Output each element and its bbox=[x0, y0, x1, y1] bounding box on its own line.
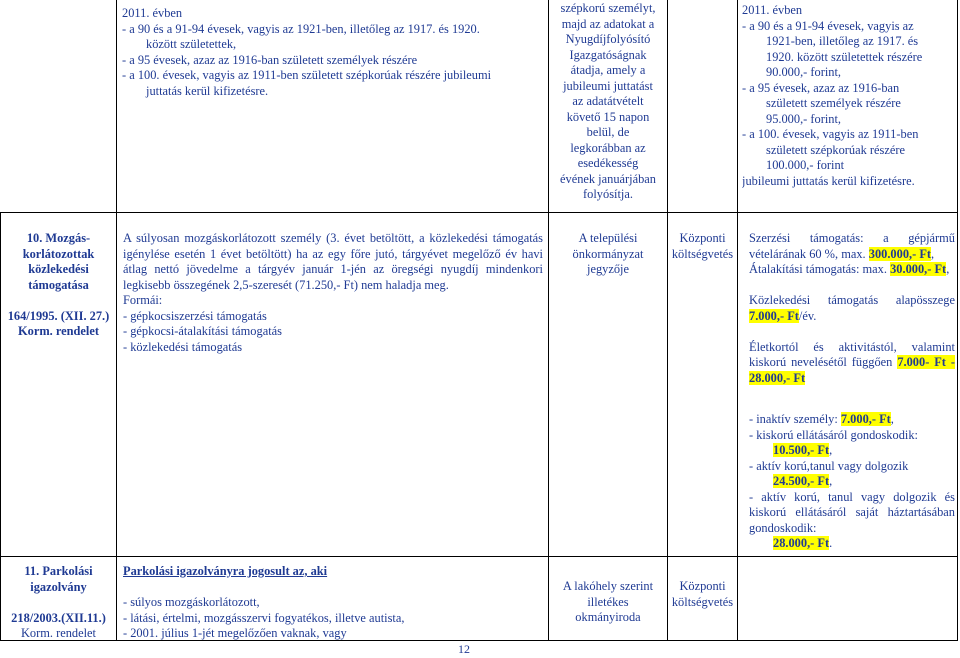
grid-line bbox=[116, 0, 117, 212]
text-line: - a 95 évesek, azaz az 1916-ban született személyek részére bbox=[122, 52, 418, 67]
text-line: 1920. között születettek részére bbox=[766, 49, 923, 64]
grid-line bbox=[737, 556, 738, 640]
grid-line bbox=[957, 0, 958, 212]
amount-highlight: 300.000,- Ft bbox=[868, 246, 932, 261]
text-span: /év. bbox=[798, 308, 817, 323]
text-line: született szépkorúak részére bbox=[766, 142, 905, 157]
text-line: 1921-ben, illetőleg az 1917. és bbox=[766, 34, 919, 48]
text-line: majd az adatokat a bbox=[561, 16, 655, 31]
law-reference: 164/1995. (XII. 27.) bbox=[7, 308, 110, 323]
list-item: - látási, értelmi, mozgásszervi fogyatékos, illetve autista, bbox=[123, 610, 405, 625]
row11-title bbox=[1, 564, 116, 642]
text-line: 100.000,- forint bbox=[766, 158, 845, 172]
text-line: 2011. évben bbox=[742, 3, 803, 17]
text-line: A lakóhely szerint bbox=[562, 579, 654, 593]
amount-highlight: 10.500,- Ft bbox=[773, 443, 830, 457]
text-line: legkorábban az bbox=[570, 140, 646, 155]
text-line: - a 90 és a 91-94 évesek, vagyis az bbox=[742, 18, 914, 33]
grid-line bbox=[957, 556, 958, 640]
text-line: esedékesség bbox=[577, 156, 639, 170]
list-item: - gépkocsi-átalakítási támogatás bbox=[123, 324, 282, 338]
text-line: - a 90 és a 91-94 évesek, vagyis az 1921-ben, illetőleg az 1917. és 1920. bbox=[122, 21, 480, 36]
row-separator bbox=[0, 556, 958, 557]
grid-line bbox=[667, 212, 668, 556]
amount-highlight: 7.000- Ft - 28.000,- Ft bbox=[749, 355, 955, 385]
row10-conditions bbox=[123, 231, 543, 355]
amount-highlight: 28.000,- Ft bbox=[773, 536, 830, 550]
text-span: Közlekedési támogatás alapösszege bbox=[749, 293, 955, 307]
list-item: - súlyos mozgáskorlátozott, bbox=[123, 595, 260, 609]
row10-amounts: Szerzési támogatás: a gépjármű vételárának 60 %, max. 300.000,- Ft, Átalakítási támogatás: max. 30.000,- Ft, Közlekedési támogatás alapösszege 7.000,- Ft/év. Életkortól és aktivitástól, valamint kiskorú nevelésétől függően 7.000- Ft - 28.000,- Ft bbox=[749, 231, 955, 385]
row10-funding bbox=[668, 231, 737, 262]
text-line: Központi bbox=[679, 231, 726, 245]
list-item: - 2001. július 1-jét megelőzően vaknak, vagy bbox=[123, 626, 347, 640]
law-reference: Korm. rendelet bbox=[18, 324, 99, 338]
law-reference: 218/2003.(XII.11.) bbox=[11, 610, 106, 625]
row10-authority bbox=[549, 231, 667, 278]
amount-highlight: 7.000,- Ft bbox=[749, 308, 799, 323]
text-line: 11. Parkolási bbox=[24, 564, 93, 578]
text-line: önkormányzat bbox=[572, 246, 644, 261]
text-line: költségvetés bbox=[671, 246, 734, 261]
text-line: szépkorú személyt, bbox=[560, 1, 656, 15]
grid-line bbox=[116, 212, 117, 556]
text-span: - inaktív személy: bbox=[749, 412, 838, 426]
text-line: juttatás kerül kifizetésre. bbox=[146, 83, 269, 98]
row10-title bbox=[1, 231, 116, 340]
text-line: költségvetés bbox=[671, 594, 734, 609]
top-row-conditions bbox=[122, 6, 546, 99]
text-line: folyósítja. bbox=[583, 187, 633, 201]
text-line: A települési bbox=[578, 231, 638, 245]
text-span: Átalakítási támogatás: max. bbox=[749, 262, 887, 276]
text-line: 90.000,- forint, bbox=[766, 65, 842, 79]
text-line: belül, de bbox=[586, 125, 630, 139]
list-item: - közlekedési támogatás bbox=[123, 339, 243, 354]
text-line: jegyzője bbox=[587, 262, 629, 276]
text-line: - a 100. évesek, vagyis az 1911-ben született szépkorúak részére jubileumi bbox=[122, 68, 492, 82]
text-line: illetékes bbox=[587, 594, 629, 609]
text-line: Nyugdíjfolyósító bbox=[565, 32, 651, 46]
row11-authority bbox=[549, 579, 667, 626]
top-row-amounts bbox=[742, 3, 956, 189]
text-span: Szerzési támogatás: a gépjármű vételárának 60 %, max. bbox=[749, 231, 955, 261]
grid-line bbox=[737, 0, 738, 212]
text-line: évének januárjában bbox=[560, 171, 656, 186]
grid-line bbox=[116, 556, 117, 640]
text-line: átadja, amely a bbox=[570, 63, 646, 77]
text-line: igazolvány bbox=[30, 579, 87, 594]
grid-line bbox=[737, 212, 738, 556]
text-line: Parkolási igazolványra jogosult az, aki bbox=[123, 564, 328, 578]
amount-highlight: 30.000,- Ft bbox=[890, 262, 947, 276]
law-reference: Korm. rendelet bbox=[20, 626, 96, 640]
grid-line bbox=[667, 0, 668, 212]
row11-conditions bbox=[123, 564, 543, 642]
grid-line bbox=[957, 212, 958, 556]
row10-amount-categories: - inaktív személy: 7.000,- Ft, - kiskorú ellátásáról gondoskodik: 10.500,- Ft, - aktív korú,tanul vagy dolgozik 24.500,- Ft, - aktív korú, tanul vagy dolgozik és kiskorú ellátásáról saját háztartásában gondoskodik: 28.000,- Ft. bbox=[749, 412, 955, 550]
text-line: okmányiroda bbox=[575, 610, 641, 624]
text-line: követő 15 napon bbox=[566, 109, 650, 124]
text-line: korlátozottak bbox=[22, 246, 95, 261]
text-line: - kiskorú ellátásáról gondoskodik: bbox=[749, 427, 918, 442]
forms-label: Formái: bbox=[123, 293, 163, 307]
text-span: Életkortól és aktivitástól, valamint kiskorú nevelésétől függően bbox=[749, 339, 955, 369]
text-line: - a 95 évesek, azaz az 1916-ban bbox=[742, 80, 900, 95]
text-line: született személyek részére bbox=[766, 96, 901, 110]
text-line: Igazgatóságnak bbox=[569, 47, 647, 62]
text-line: jubileumi juttatást bbox=[563, 78, 653, 93]
top-row-procedure bbox=[549, 1, 667, 203]
text-line: között születettek, bbox=[146, 37, 237, 51]
text-line: - aktív korú,tanul vagy dolgozik bbox=[749, 458, 909, 473]
text-line: Központi bbox=[679, 579, 726, 593]
text-line: 10. Mozgás- bbox=[26, 231, 91, 245]
text-line: 95.000,- forint, bbox=[766, 111, 842, 126]
text-line: közlekedési bbox=[28, 262, 89, 276]
text-line: az adatátvételt bbox=[572, 94, 644, 108]
description: A súlyosan mozgáskorlátozott személy (3. évet betöltött, a közlekedési támogatás igénylése esetén 1 évet betöltött) ha az egy főre jutó, tárgyévet megelőző év havi átlag nettó jövedelme a tárgyév január 1-jén az öregségi nyugdíj mindenkori legkisebb összegének 2,5-szeresét (71.250,- Ft) nem haladja meg. bbox=[123, 231, 543, 292]
row-separator bbox=[0, 212, 958, 213]
text-line: támogatása bbox=[28, 277, 89, 292]
text-line: jubileumi juttatás kerül kifizetésre. bbox=[742, 173, 915, 188]
page-number: 12 bbox=[458, 642, 470, 656]
text-line: 2011. évben bbox=[122, 6, 183, 20]
text-line: - a 100. évesek, vagyis az 1911-ben bbox=[742, 127, 919, 141]
row11-funding bbox=[668, 579, 737, 610]
list-item: - gépkocsiszerzési támogatás bbox=[123, 308, 267, 323]
amount-highlight: 24.500,- Ft bbox=[773, 474, 830, 488]
amount-highlight: 7.000,- Ft bbox=[840, 412, 891, 426]
text-line: - aktív korú, tanul vagy dolgozik és kiskorú ellátásáról saját háztartásában gondoskodik: bbox=[749, 489, 955, 535]
